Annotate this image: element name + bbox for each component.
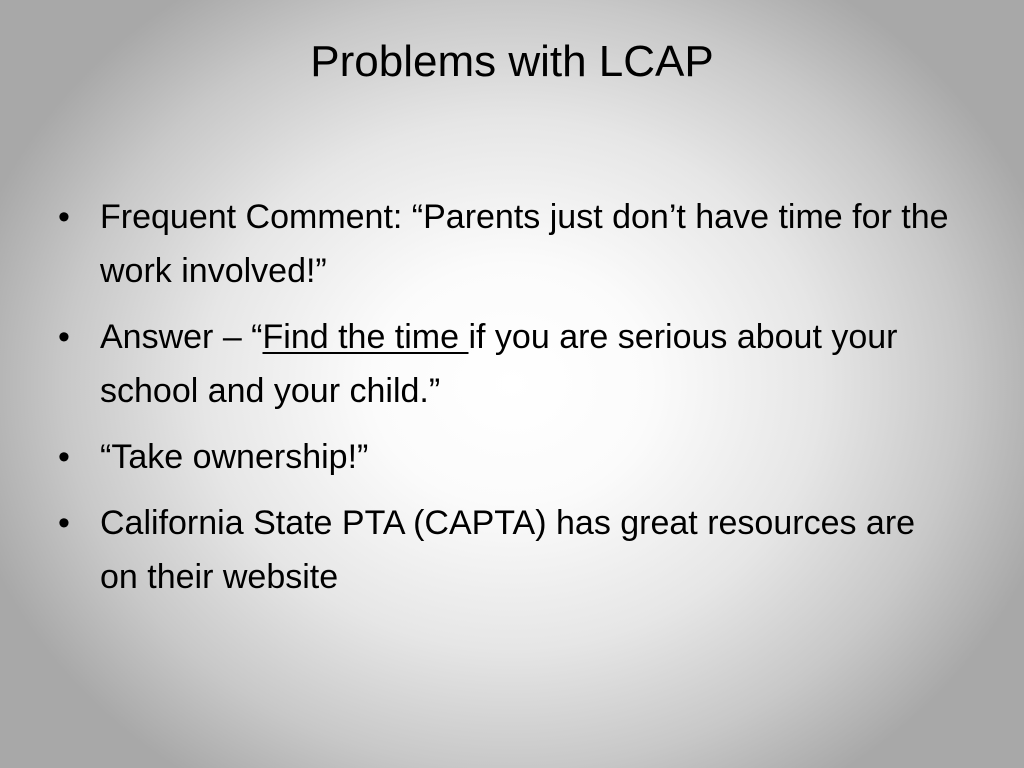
bullet-text: California State PTA (CAPTA) has great resources are on their website [100,504,916,596]
bullet-dot-icon: • [58,504,70,542]
slide-title: Problems with LCAP [310,37,714,86]
bullet-list [58,190,958,616]
bullet-item-take-ownership [58,430,958,484]
bullet-item-capta [58,496,958,604]
bullet-dot-icon: • [58,438,70,476]
bullet-text-prefix: Answer – “ [100,318,263,356]
bullet-text: Frequent Comment: “Parents just don’t have time for the work involved!” [100,198,949,290]
bullet-dot-icon: • [58,318,70,356]
bullet-item-answer [58,310,958,418]
bullet-dot-icon: • [58,198,70,236]
bullet-text: “Take ownership!” [100,438,369,476]
bullet-text-suffix: if you are serious about your school and your child.” [100,318,898,410]
bullet-item-frequent-comment [58,190,958,298]
bullet-text-underlined: Find the time [262,318,469,356]
